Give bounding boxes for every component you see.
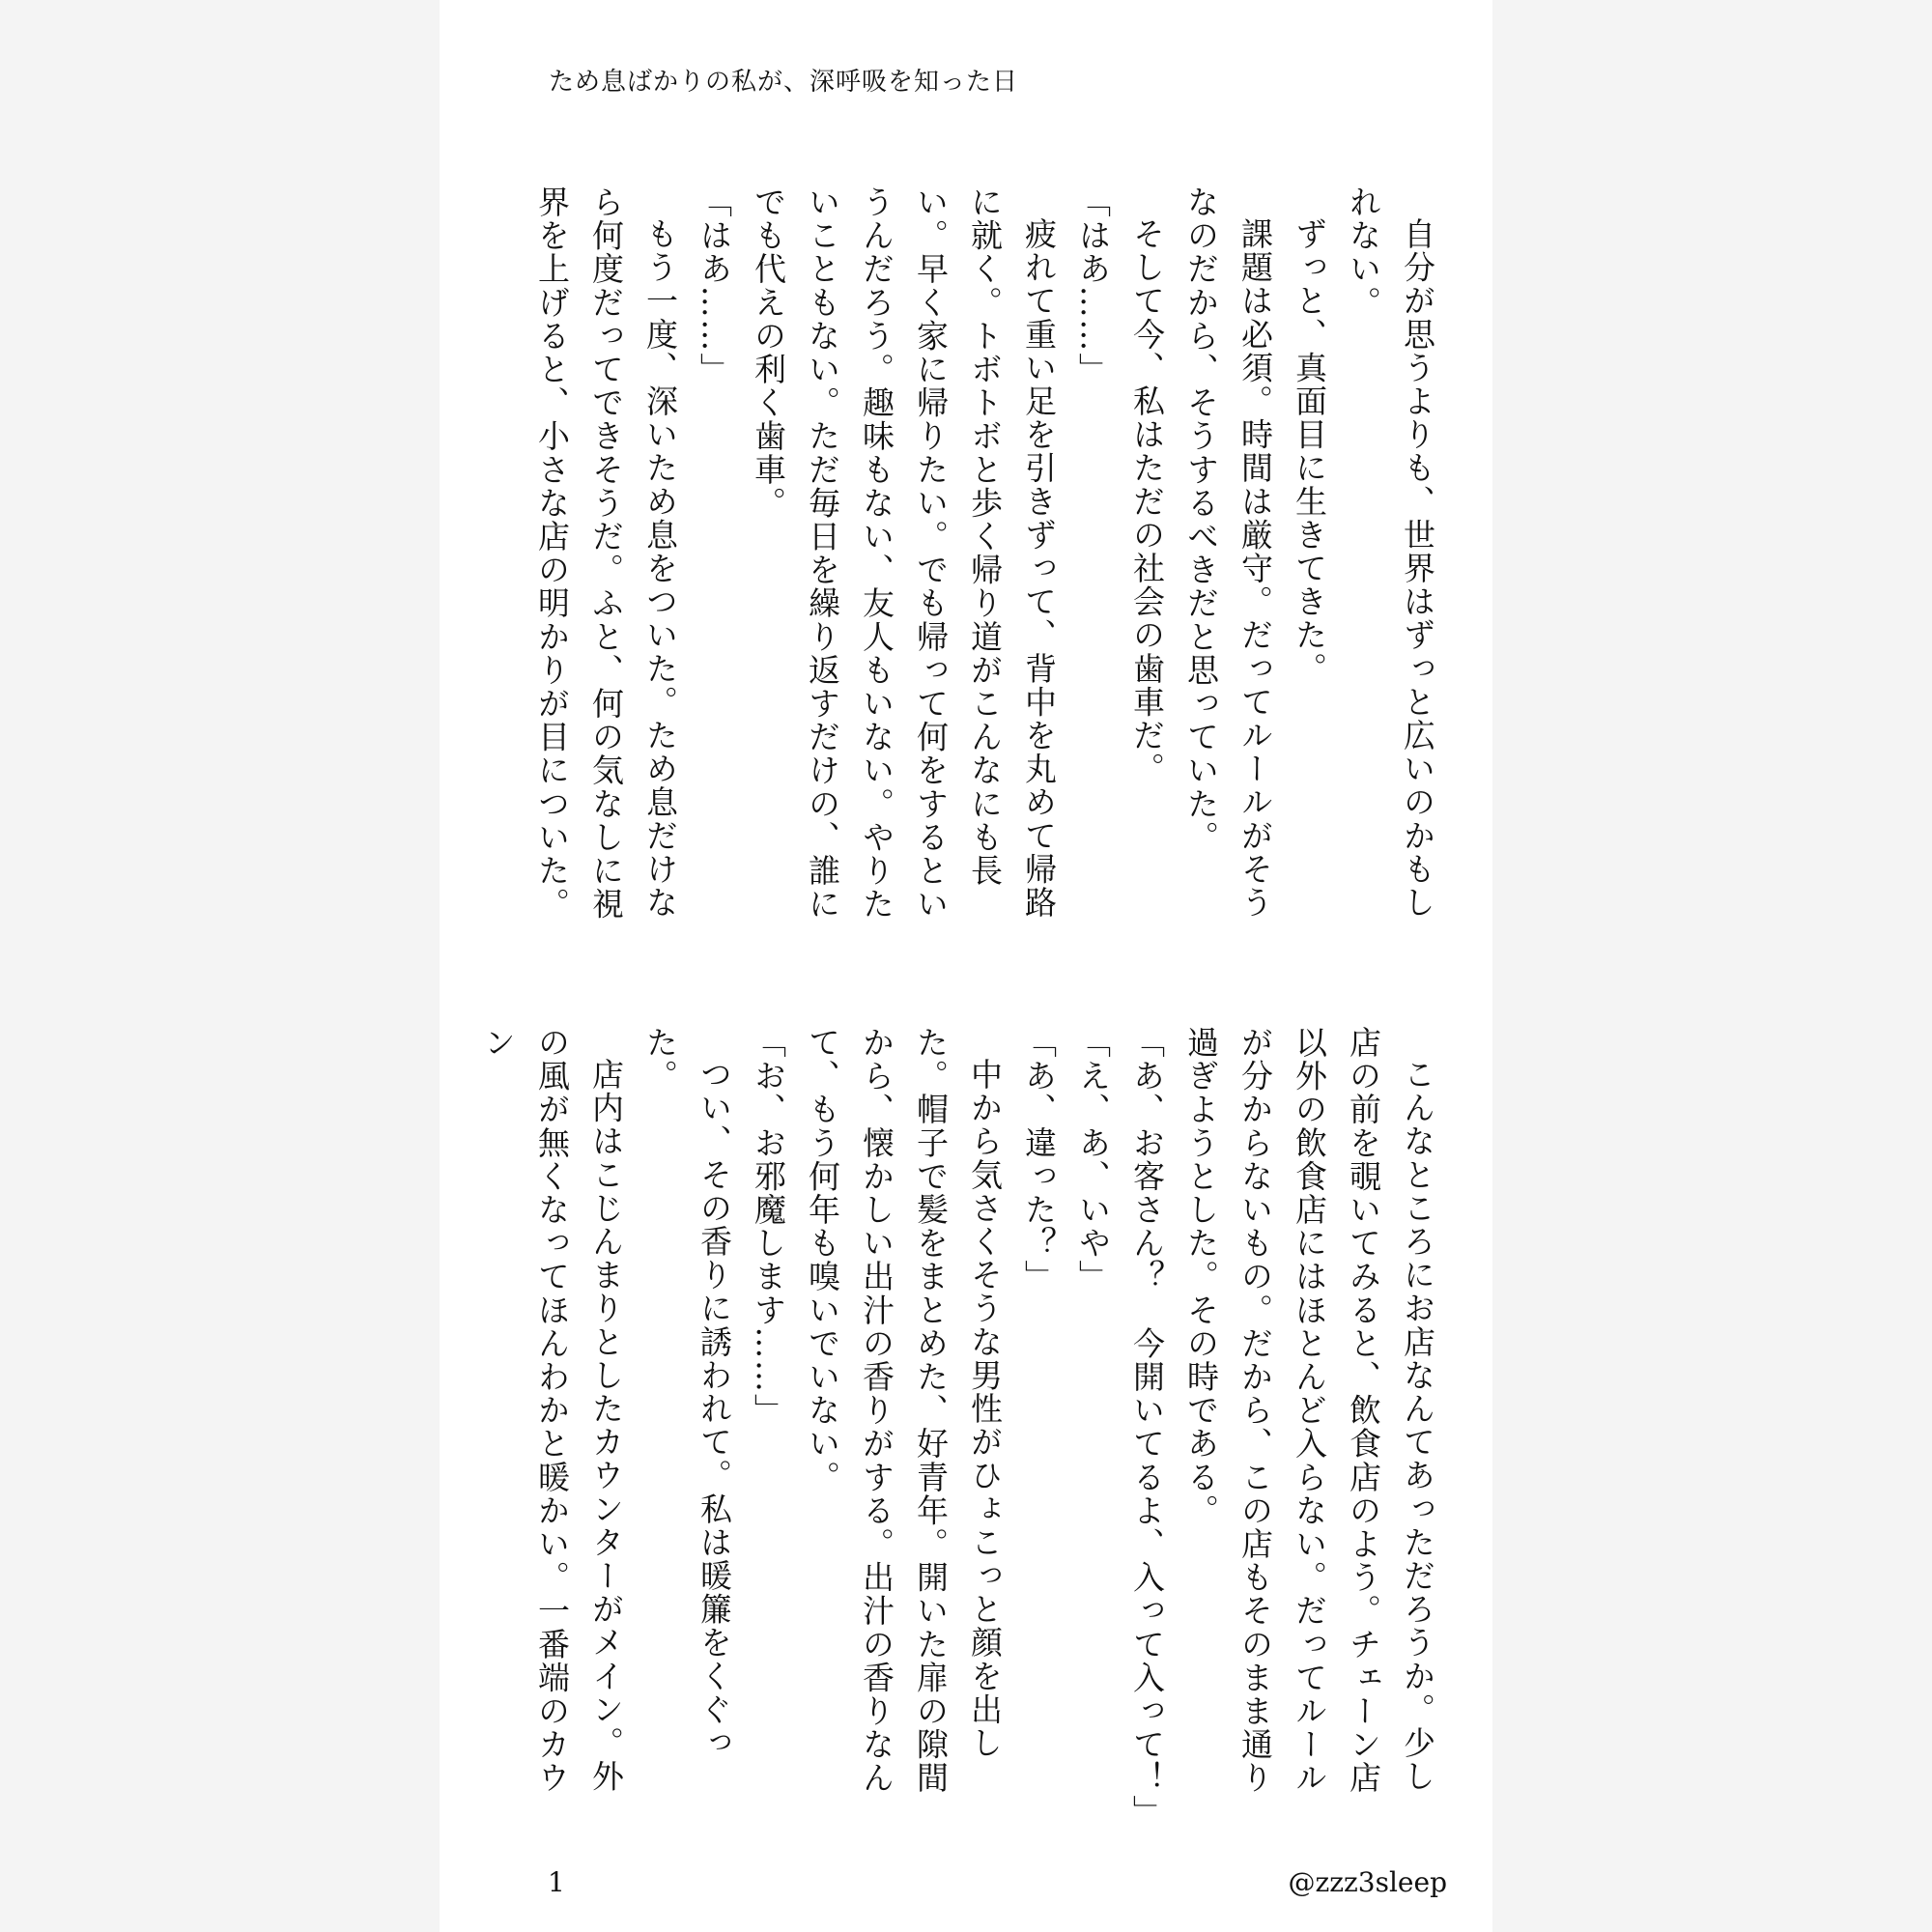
paragraph: 課題は必須。時間は厳守。だってルールがそうなのだから、そうするべきだと思っていた。 [1182, 185, 1274, 920]
dialogue: 「あ、お客さん？ 今開いてるよ、入って入って！」 [1128, 1026, 1166, 1829]
dialogue: 「お、お邪魔します……」 [750, 1026, 787, 1428]
paragraph: こんなところにお店なんてあっただろうか。少し店の前を覗いてみると、飲食店のよう。チェーン店以外の飲食店にはほとんど入らない。だってルールが分からないもの。だから、この店もそのまま通り過ぎようとした。その時である。 [1182, 1026, 1436, 1795]
author-handle: @zzz3sleep [1288, 1866, 1447, 1898]
text-block-upper [533, 185, 1444, 939]
paragraph: 自分が思うよりも、世界はずっと広いのかもしれない。 [1345, 185, 1436, 920]
paragraph: ずっと、真面目に生きてきた。 [1291, 217, 1328, 686]
paragraph: 店内はこじんまりとしたカウンターがメイン。外の風が無くなってほんわかと暖かい。一番端のカウン [479, 1026, 625, 1795]
text-block-lower [479, 1026, 1444, 1829]
dialogue: 「はあ……」 [1074, 185, 1112, 386]
page-number: 1 [548, 1866, 565, 1898]
dialogue: 「はあ……」 [696, 185, 733, 386]
paragraph: そして今、私はただの社会の歯車だ。 [1128, 217, 1166, 786]
paragraph: つい、その香りに誘われて。私は暖簾をくぐった。 [641, 1026, 733, 1760]
dialogue: 「あ、違った？」 [1020, 1026, 1058, 1293]
paragraph: 疲れて重い足を引きずって、背中を丸めて帰路に就く。トボトボと歩く帰り道がこんなにも長い。早く家に帰りたい。でも帰って何をするというんだろう。趣味もない、友人もいない。やりたいこともない。ただ毎日を繰り返すだけの、誰にでも代えの利く歯車。 [750, 185, 1058, 922]
dialogue: 「え、あ、いや」 [1074, 1026, 1112, 1293]
page-title: ため息ばかりの私が、深呼吸を知った日 [549, 68, 1019, 97]
paragraph: もう一度、深いため息をついた。ため息だけなら何度だってできそうだ。ふと、何の気なしに視界を上げると、小さな店の明かりが目についた。 [533, 185, 679, 922]
paragraph: 中から気さくそうな男性がひょこっと顔を出した。帽子で髪をまとめた、好青年。開いた扉の隙間から、懐かしい出汁の香りがする。出汁の香りなんて、もう何年も嗅いでいない。 [804, 1026, 1004, 1795]
book-page [440, 0, 1492, 1932]
